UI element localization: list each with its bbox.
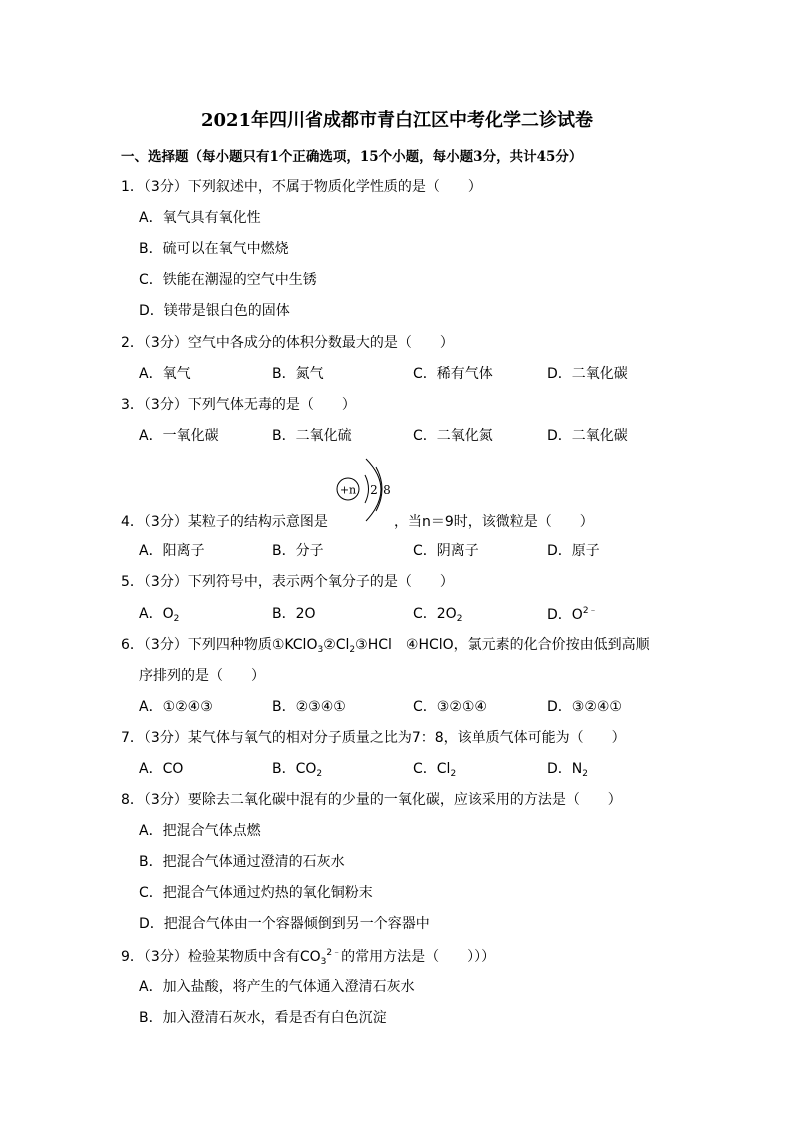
question-4-stem-after: ，当n＝9时，该微粒是（ ） xyxy=(394,514,594,530)
question-1-option-b[interactable]: B．硫可以在氧气中燃烧 xyxy=(139,241,289,257)
question-1-stem: 1．（3分）下列叙述中，不属于物质化学性质的是（ ） xyxy=(121,179,482,195)
question-6-option-a[interactable]: A．①②④③ xyxy=(139,699,213,715)
question-8-stem: 8．（3分）要除去二氧化碳中混有的少量的一氧化碳，应该采用的方法是（ ） xyxy=(121,792,622,808)
question-2-option-b[interactable]: B．氮气 xyxy=(272,366,324,382)
question-6-options xyxy=(139,696,699,716)
question-7-stem: 7．（3分）某气体与氧气的相对分子质量之比为7：8，该单质气体可能为（ ） xyxy=(121,730,626,746)
question-1-option-d[interactable]: D．镁带是银白色的固体 xyxy=(139,303,290,319)
question-8-option-c[interactable]: C．把混合气体通过灼热的氧化铜粉末 xyxy=(139,885,373,901)
question-3-stem: 3．（3分）下列气体无毒的是（ ） xyxy=(121,397,356,413)
question-7-option-b[interactable]: B．$CO_2$ xyxy=(272,761,323,779)
question-9-stem: 9．（3分）检验某物质中含有$CO_3^{2﹣}$的常用方法是（ ））） xyxy=(121,948,496,967)
question-3-option-a[interactable]: A．一氧化碳 xyxy=(139,428,219,444)
question-3-option-c[interactable]: C．二氧化氮 xyxy=(413,428,493,444)
question-3-options xyxy=(139,425,699,445)
question-9-option-b[interactable]: B．加入澄清石灰水，看是否有白色沉淀 xyxy=(139,1010,387,1026)
question-4-option-a[interactable]: A．阳离子 xyxy=(139,543,205,559)
question-7-option-a[interactable]: A．CO xyxy=(139,761,184,777)
question-4-option-c[interactable]: C．阴离子 xyxy=(413,543,479,559)
question-4-options xyxy=(139,540,699,560)
question-7-options xyxy=(139,758,699,778)
question-4-option-b[interactable]: B．分子 xyxy=(272,543,324,559)
question-5-option-a[interactable]: A．$O_2$ xyxy=(139,606,180,624)
exam-title: 2021年四川省成都市青白江区中考化学二诊试卷 xyxy=(200,110,594,131)
question-6-stem: 6．（3分）下列四种物质$①KClO_3②Cl_2③HCl$ ④HClO，氯元素的化合价按由低到高顺 xyxy=(121,637,650,655)
question-1-option-a[interactable]: A．氧气具有氧化性 xyxy=(139,210,261,226)
question-3-option-d[interactable]: D．二氧化碳 xyxy=(547,428,628,444)
nucleus-charge: +n xyxy=(339,483,357,497)
question-5-options xyxy=(139,603,699,623)
question-5-stem: 5．（3分）下列符号中，表示两个氧分子的是（ ） xyxy=(121,574,454,590)
question-2-option-d[interactable]: D．二氧化碳 xyxy=(547,366,628,382)
question-4-stem-before: 4．（3分）某粒子的结构示意图是 xyxy=(121,514,328,530)
shell-2-electrons: 8 xyxy=(383,483,391,497)
question-8-option-b[interactable]: B．把混合气体通过澄清的石灰水 xyxy=(139,854,345,870)
electron-shell-1 xyxy=(365,475,369,503)
question-6-option-b[interactable]: B．②③④① xyxy=(272,699,346,715)
question-3-option-b[interactable]: B．二氧化硫 xyxy=(272,428,352,444)
question-8-option-a[interactable]: A．把混合气体点燃 xyxy=(139,823,261,839)
question-1-option-c[interactable]: C．铁能在潮湿的空气中生锈 xyxy=(139,272,317,288)
question-7-option-d[interactable]: D．$N_2$ xyxy=(547,761,588,779)
question-2-stem: 2．（3分）空气中各成分的体积分数最大的是（ ） xyxy=(121,335,454,351)
question-8-option-d[interactable]: D．把混合气体由一个容器倾倒到另一个容器中 xyxy=(139,916,430,932)
question-2-options xyxy=(139,363,699,383)
question-9-option-a[interactable]: A．加入盐酸，将产生的气体通入澄清石灰水 xyxy=(139,979,415,995)
shell-1-electrons: 2 xyxy=(370,483,378,497)
question-5-option-c[interactable]: C．$2O_2$ xyxy=(413,606,463,624)
question-7-option-c[interactable]: C．$Cl_2$ xyxy=(413,761,457,779)
question-4-option-d[interactable]: D．原子 xyxy=(547,543,600,559)
question-2-option-a[interactable]: A．氧气 xyxy=(139,366,191,382)
question-6-stem-continued: 序排列的是（ ） xyxy=(139,668,265,684)
question-6-option-c[interactable]: C．③②①④ xyxy=(413,699,487,715)
section-heading: 一、选择题（每小题只有1个正确选项，15个小题，每小题3分，共计45分） xyxy=(121,149,583,165)
question-5-option-d[interactable]: D．$O^{2﹣}$ xyxy=(547,606,598,623)
question-5-option-b[interactable]: B．2O xyxy=(272,606,316,622)
question-2-option-c[interactable]: C．稀有气体 xyxy=(413,366,493,382)
question-6-option-d[interactable]: D．③②④① xyxy=(547,699,622,715)
